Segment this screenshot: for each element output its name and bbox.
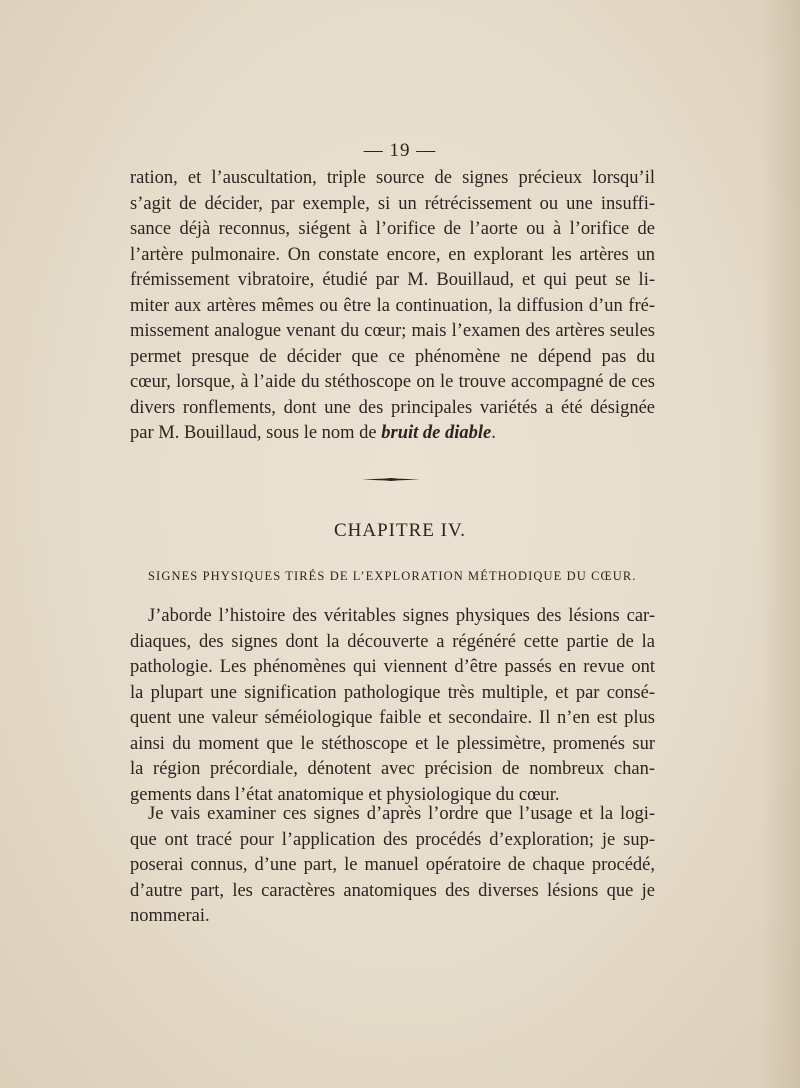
text-line: miter aux artères mêmes ou être la continuation, la diffusion d’un fré- xyxy=(130,295,655,316)
text-line: missement analogue venant du cœur; mais l’examen des artères seules xyxy=(130,321,655,341)
text-line: frémissement vibratoire, étudié par M. Bouillaud, et qui peut se li- xyxy=(130,270,655,290)
text-line: s’agit de décider, par exemple, si un rétrécissement ou une insuffi- xyxy=(130,193,655,214)
text-run: . xyxy=(491,423,496,443)
paragraph-2 xyxy=(130,604,655,808)
text-line: pathologie. Les phénomènes qui viennent d’être passés en revue ont xyxy=(130,657,655,677)
text-line: d’autre part, les caractères anatomiques des diverses lésions que je xyxy=(130,880,655,901)
text-line: la région précordiale, dénotent avec précision de nombreux chan- xyxy=(130,759,655,779)
text-line: la plupart une signification pathologique très multiple, et par consé- xyxy=(130,682,655,703)
text-line: gements dans l’état anatomique et physiologique du cœur. xyxy=(130,784,560,805)
emphasized-term: bruit de diable xyxy=(381,423,492,443)
text-line: sance déjà reconnus, siégent à l’orifice de l’aorte ou à l’orifice de xyxy=(130,219,655,239)
text-line: poserai connus, d’une part, le manuel opératoire de chaque procédé, xyxy=(130,855,655,875)
text-run: par M. Bouillaud, sous le nom de xyxy=(130,423,382,443)
text-line: l’artère pulmonaire. On constate encore, en explorant les artères un xyxy=(130,244,655,265)
text-line: ainsi du moment que le stéthoscope et le plessimètre, promenés sur xyxy=(130,733,655,754)
text-line: diaques, des signes dont la découverte a régénéré cette partie de la xyxy=(130,631,655,652)
text-line: Je vais examiner ces signes d’après l’ordre que l’usage et la logi- xyxy=(148,804,655,824)
text-line: divers ronflements, dont une des principales variétés a été désignée xyxy=(130,397,655,418)
text-line: quent une valeur séméiologique faible et secondaire. Il n’en est plus xyxy=(130,708,655,728)
text-line xyxy=(130,421,655,447)
chapter-subtitle: SIGNES PHYSIQUES TIRÉS DE L’EXPLORATION MÉTHODIQUE DU CŒUR. xyxy=(148,569,637,583)
text-line: cœur, lorsque, à l’aide du stéthoscope on le trouve accompagné de ces xyxy=(130,372,655,392)
text-line: permet presque de décider que ce phénomène ne dépend pas du xyxy=(130,346,655,367)
text-line: J’aborde l’histoire des véritables signes physiques des lésions car- xyxy=(148,606,655,626)
text-line: que ont tracé pour l’application des procédés d’exploration; je sup- xyxy=(130,829,655,850)
text-line: nommerai. xyxy=(130,906,210,926)
ornamental-divider xyxy=(362,478,420,481)
page-number: — 19 — xyxy=(363,140,437,161)
paragraph-3 xyxy=(130,802,655,930)
text-line: ration, et l’auscultation, triple source de signes précieux lorsqu’il xyxy=(130,168,655,188)
paragraph-1 xyxy=(130,166,655,447)
chapter-title: CHAPITRE IV. xyxy=(334,520,466,541)
